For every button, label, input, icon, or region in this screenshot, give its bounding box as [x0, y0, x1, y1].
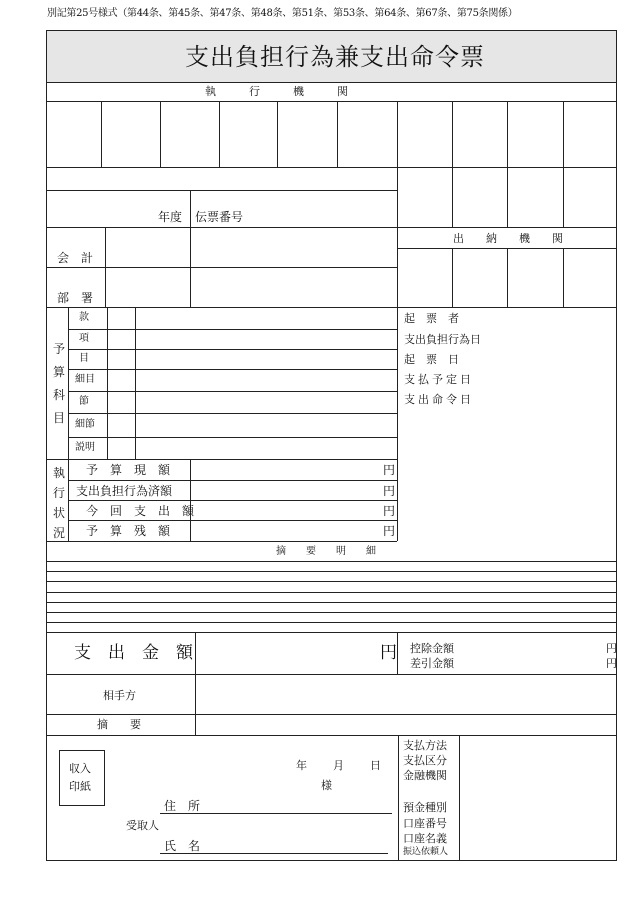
busho-label: 部 署: [57, 291, 94, 305]
shiharai-kubun-label: 支払区分: [403, 754, 447, 767]
tekiyo-label: 摘 要: [97, 718, 141, 731]
kinyu-kikan-label: 金融機関: [403, 769, 447, 782]
kamoku-ko: 項: [79, 333, 89, 344]
yosan-kamoku-char-2: 算: [53, 365, 66, 379]
koza-meigi-label: 口座名義: [403, 832, 447, 845]
sahiki-kingaku-yen: 円: [606, 657, 617, 670]
nen-label: 年: [296, 759, 307, 772]
furikomi-irainin-label: 振込依頼人: [403, 847, 449, 857]
yen-unit-3: 円: [383, 504, 396, 518]
yosan-kamoku-char-1: 予: [53, 342, 66, 356]
shishutsu-meirei-bi-label: 支出命令日: [404, 393, 474, 406]
shunyu-inshi-box: [59, 750, 105, 806]
yen-unit-1: 円: [383, 463, 396, 477]
kojo-kingaku-label: 控除金額: [410, 642, 454, 655]
kihyosha-label: 起 票 者: [404, 312, 459, 325]
kaikei-label: 会 計: [57, 251, 94, 265]
kamoku-moku: 目: [79, 353, 89, 364]
shikko-jokyo-char-2: 行: [53, 486, 66, 500]
aitekata-label: 相手方: [103, 689, 136, 702]
jusho-label: 住 所: [164, 799, 201, 813]
kamoku-saimoku: 細目: [75, 374, 95, 385]
kojo-kingaku-yen: 円: [606, 642, 617, 655]
form-title: 支出負担行為兼支出命令票: [185, 43, 485, 71]
shikko-jokyo-char-4: 況: [53, 526, 66, 540]
sama-label: 様: [321, 779, 332, 792]
shishutsu-kingaku-label: 支 出 金 額: [74, 643, 193, 663]
inshi-label: 印紙: [69, 780, 91, 793]
yen-unit-4: 円: [383, 524, 396, 538]
yosan-gengaku-label: 予 算 現 額: [86, 463, 171, 477]
kamoku-setsumei: 説明: [75, 442, 95, 453]
yosan-kamoku-char-3: 科: [53, 388, 66, 402]
shiharai-yotei-bi-label: 支払予定日: [404, 373, 474, 386]
shiharai-hoho-label: 支払方法: [403, 739, 447, 752]
denpyo-bango-label: 伝票番号: [195, 210, 244, 224]
konkai-shishutsu-gaku-label: 今 回 支 出 額: [86, 504, 195, 518]
hi-label: 日: [370, 759, 381, 772]
koza-bango-label: 口座番号: [403, 817, 447, 830]
yosan-kamoku-char-4: 目: [53, 411, 66, 425]
form-reference-note: 別記第25号様式（第44条、第45条、第47条、第48条、第51条、第53条、第64条、第67条、第75条関係）: [47, 8, 518, 19]
futan-koi-sumigaku-label: 支出負担行為済額: [76, 484, 173, 498]
kamoku-saisetsu: 細節: [75, 419, 95, 430]
yosan-zangaku-label: 予 算 残 額: [86, 524, 171, 538]
shimei-label: 氏 名: [164, 839, 201, 853]
kamoku-kan: 款: [79, 312, 89, 323]
uketorinin-label: 受取人: [126, 819, 159, 832]
shishutsu-futan-koi-bi-label: 支出負担行為日: [404, 333, 481, 346]
sahiki-kingaku-label: 差引金額: [410, 657, 454, 670]
shikko-kikan-header: 執 行 機 関: [205, 85, 348, 98]
shishutsu-kingaku-yen: 円: [380, 643, 397, 663]
yen-unit-2: 円: [383, 484, 396, 498]
shikko-jokyo-char-1: 執: [53, 466, 66, 480]
shikko-jokyo-char-3: 状: [53, 506, 66, 520]
nendo-label: 年度: [158, 210, 183, 224]
form-frame: [46, 30, 617, 861]
kihyo-bi-label: 起 票 日: [404, 353, 459, 366]
suito-kikan-header: 出 納 機 関: [453, 232, 563, 245]
shunyu-label: 収入: [69, 762, 91, 775]
tsuki-label: 月: [333, 759, 344, 772]
kamoku-setsu: 節: [79, 396, 89, 407]
yokin-shubetsu-label: 預金種別: [403, 801, 447, 814]
tekiyo-meisai-header: 摘 要 明 細: [276, 546, 376, 557]
